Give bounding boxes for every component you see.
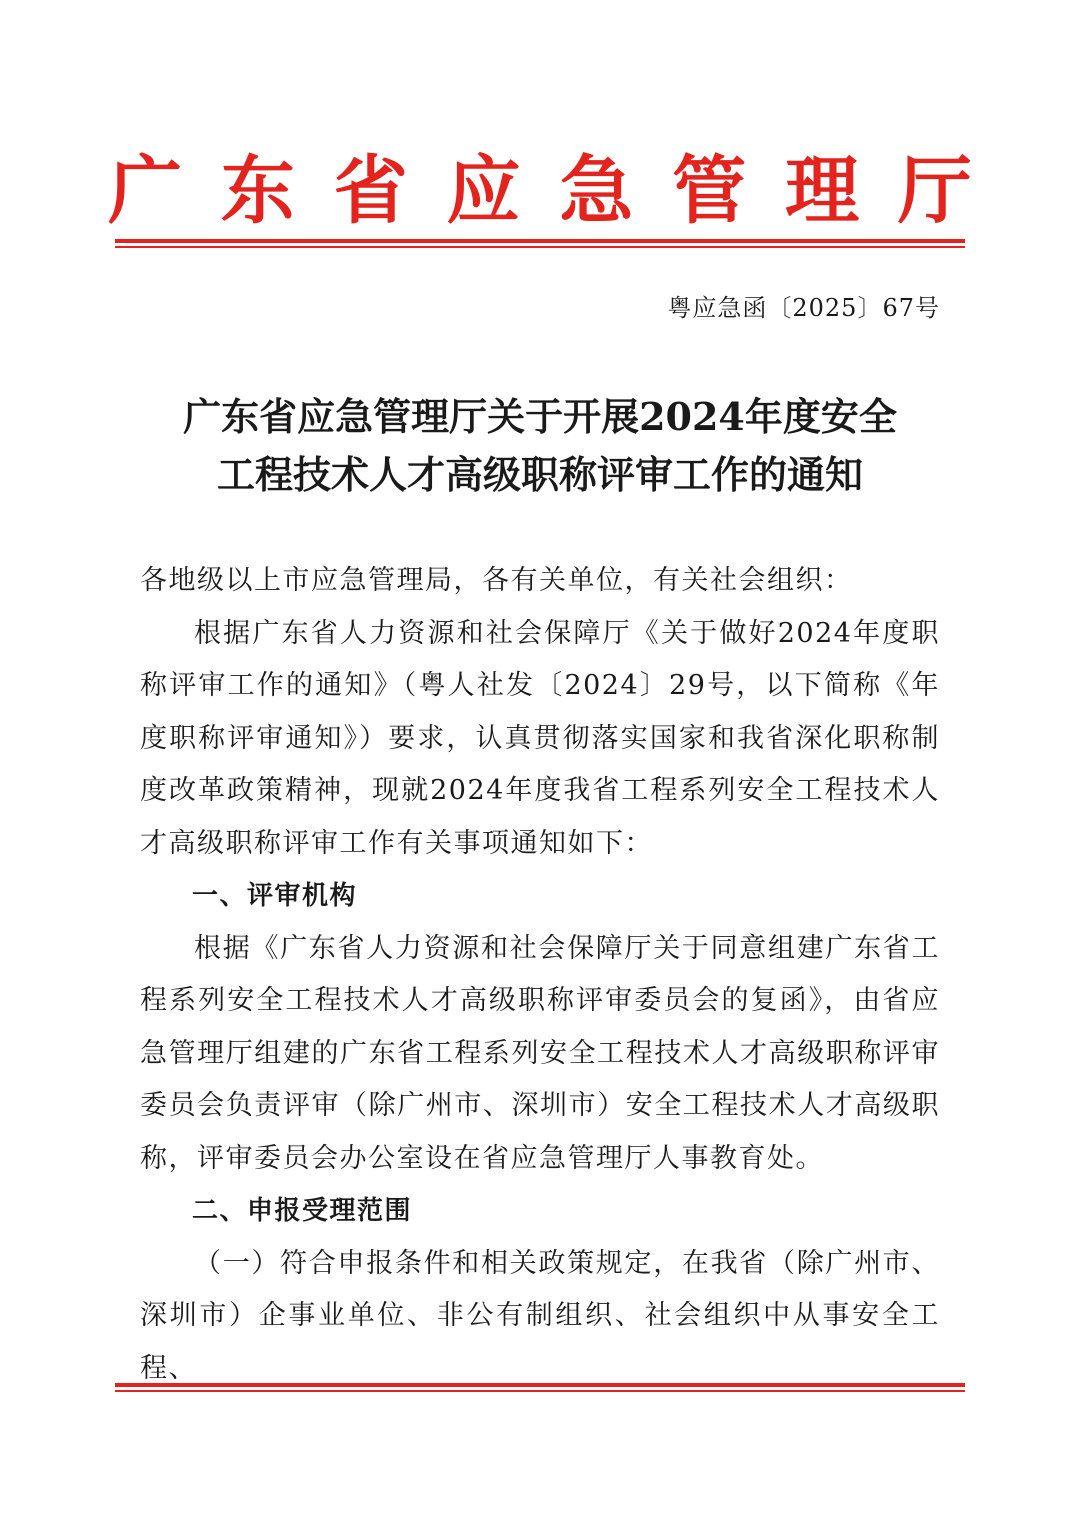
issuer-char: 广 bbox=[108, 148, 182, 234]
footer-divider bbox=[115, 1383, 965, 1392]
document-title bbox=[140, 388, 940, 504]
section-heading-2: 二、申报受理范围 bbox=[192, 1196, 413, 1226]
document-body bbox=[140, 555, 940, 1395]
issuer-char: 厅 bbox=[897, 148, 972, 234]
issuer-char: 省 bbox=[333, 148, 408, 234]
title-line-2: 工程技术人才高级职称评审工作的通知 bbox=[216, 452, 863, 497]
issuer-char: 急 bbox=[559, 148, 634, 234]
issuer-char: 东 bbox=[220, 148, 295, 234]
issuer-char: 应 bbox=[446, 148, 521, 234]
document-number: 粤应急函〔2025〕67号 bbox=[667, 294, 940, 322]
section-2-item-1: （一）符合申报条件和相关政策规定，在我省（除广州市、深圳市）企事业单位、非公有制组织、社会组织中从事安全工程、 bbox=[140, 1247, 940, 1384]
issuer-header bbox=[100, 135, 980, 235]
section-1-paragraph: 根据《广东省人力资源和社会保障厅关于同意组建广东省工程系列安全工程技术人才高级职称评审委员会的复函》，由省应急管理厅组建的广东省工程系列安全工程技术人才高级职称评审委员会负责评审（除广州市、深圳市）安全工程技术人才高级职称，评审委员会办公室设在省应急管理厅人事教育处。 bbox=[140, 932, 940, 1174]
intro-paragraph: 根据广东省人力资源和社会保障厅《关于做好2024年度职称评审工作的通知》（粤人社发〔2024〕29号，以下简称《年度职称评审通知》）要求，认真贯彻落实国家和我省深化职称制度改革政策精神，现就2024年度我省工程系列安全工程技术人才高级职称评审工作有关事项通知如下： bbox=[140, 617, 940, 859]
salutation: 各地级以上市应急管理局，各有关单位，有关社会组织： bbox=[140, 565, 853, 596]
issuer-char: 管 bbox=[672, 148, 747, 234]
section-heading-1: 一、评审机构 bbox=[192, 881, 358, 911]
issuer-char: 理 bbox=[785, 148, 860, 234]
header-divider bbox=[115, 239, 965, 248]
title-line-1: 广东省应急管理厅关于开展2024年度安全 bbox=[183, 394, 897, 439]
